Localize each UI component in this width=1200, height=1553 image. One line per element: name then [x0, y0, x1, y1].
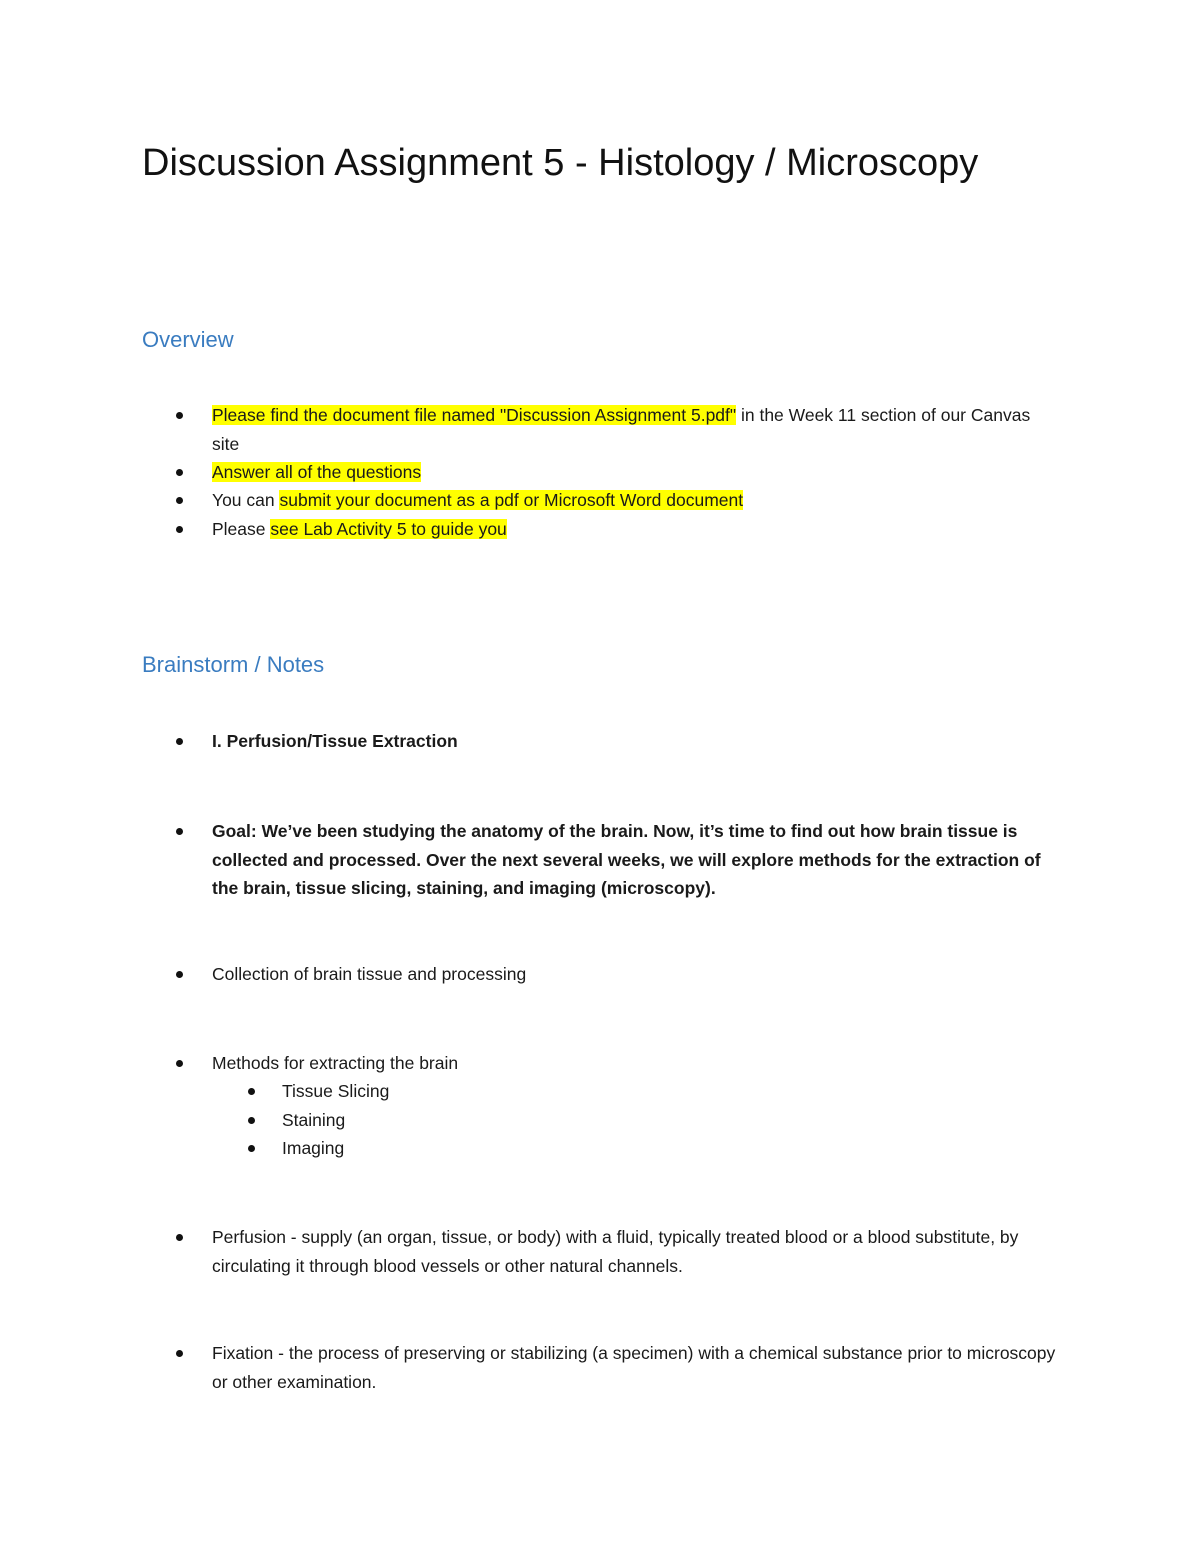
overview-item-2 [212, 458, 1062, 487]
plain-text: Please [212, 519, 271, 539]
bullet-icon [176, 1060, 183, 1067]
brainstorm-item-3 [212, 960, 1062, 989]
item-text: Fixation - the process of preserving or stabilizing (a specimen) with a chemical substance prior to microscopy or other examination. [212, 1343, 1056, 1392]
item-text: Collection of brain tissue and processing [212, 964, 527, 984]
sub-item-staining [282, 1106, 345, 1135]
bullet-icon [176, 738, 183, 745]
sub-item-tissue-slicing [282, 1077, 389, 1106]
highlighted-text: Please find the document file named "Discussion Assignment 5.pdf" [212, 405, 737, 425]
item-text: Staining [282, 1110, 346, 1130]
plain-text: in the Week 11 section of our Canvas site [212, 405, 1031, 454]
highlighted-text: submit your document as a pdf or Microsoft Word document [279, 490, 744, 510]
item-text: Goal: We’ve been studying the anatomy of the brain. Now, it’s time to find out how brain tissue is collected and processed. Over the next several weeks, we will explore methods for the extraction of the brain, tissue slicing, staining, and imaging (microscopy). [212, 821, 1041, 898]
bullet-icon [176, 1350, 183, 1357]
item-text: Imaging [282, 1138, 345, 1158]
item-text: Tissue Slicing [282, 1081, 390, 1101]
overview-item-3 [212, 486, 1062, 515]
item-text: Perfusion - supply (an organ, tissue, or body) with a fluid, typically treated blood or a blood substitute, by circulating it through blood vessels or other natural channels. [212, 1227, 1019, 1276]
document-title: Discussion Assignment 5 - Histology / Microscopy [142, 142, 979, 184]
overview-item-4 [212, 515, 1062, 544]
bullet-icon [176, 1234, 183, 1241]
highlighted-text: see Lab Activity 5 to guide you [270, 519, 507, 539]
item-text: I. Perfusion/Tissue Extraction [212, 731, 458, 751]
bullet-icon [248, 1145, 255, 1152]
bullet-icon [176, 497, 183, 504]
brainstorm-item-4 [212, 1049, 1062, 1078]
bullet-icon [176, 828, 183, 835]
sub-item-imaging [282, 1134, 344, 1163]
bullet-icon [176, 412, 183, 419]
brainstorm-item-5 [212, 1223, 1032, 1280]
brainstorm-item-6 [212, 1339, 1072, 1396]
item-text: Methods for extracting the brain [212, 1053, 459, 1073]
overview-heading: Overview [142, 327, 234, 352]
bullet-icon [176, 526, 183, 533]
plain-text: You can [212, 490, 280, 510]
overview-item-1 [212, 401, 1062, 458]
brainstorm-heading: Brainstorm / Notes [142, 652, 325, 677]
bullet-icon [248, 1088, 255, 1095]
bullet-icon [176, 469, 183, 476]
highlighted-text: Answer all of the questions [212, 462, 422, 482]
brainstorm-item-1 [212, 727, 1062, 756]
bullet-icon [248, 1117, 255, 1124]
brainstorm-item-2 [212, 817, 1042, 903]
bullet-icon [176, 971, 183, 978]
